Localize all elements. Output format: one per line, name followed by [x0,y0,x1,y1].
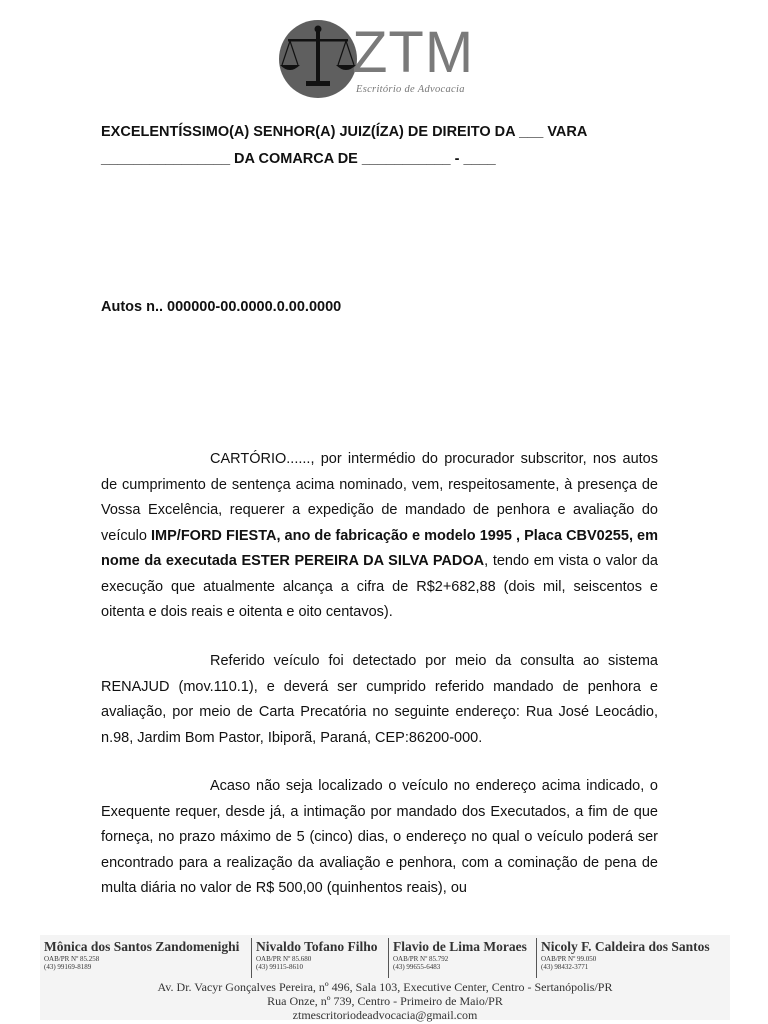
footer-divider [251,938,252,978]
lawyer-oab: OAB/PR Nº 85.792 [393,955,449,963]
footer-divider [388,938,389,978]
paragraph-3 [101,774,658,902]
logo-wordmark: ZTM [352,20,475,85]
address-heading-line-1: EXCELENTÍSSIMO(A) SENHOR(A) JUIZ(ÍZA) DE DIREITO DA ___ VARA [101,124,588,140]
paragraph-1 [101,447,658,626]
lawyer-name: Flavio de Lima Moraes [393,939,527,954]
logo-subtitle: Escritório de Advocacia [356,84,465,95]
paragraph-2 [101,649,658,751]
lawyer-name: Nivaldo Tofano Filho [256,939,378,954]
lawyer-signature-2 [256,939,378,971]
lawyer-phone: (43) 99655-6483 [393,963,441,971]
case-number: Autos n.. 000000-00.0000.0.00.0000 [101,299,342,315]
lawyer-signature-1 [44,939,239,971]
office-email: ztmescritoriodeadvocacia@gmail.com [292,1008,478,1022]
paragraph-1-text: CARTÓRIO......, por intermédio do procurador subscritor, nos autos de cumprimento de sentença acima nominado, vem, respeitosamente, à presença de Vossa Excelência, requerer a expedição de mandado de penhora e avaliação do veículo [101,451,658,544]
lawyer-phone: (43) 99169-8189 [44,963,92,971]
address-heading-line-2: ________________ DA COMARCA DE ___________ - ____ [101,151,496,167]
office-address-2: Rua Onze, nº 739, Centro - Primeiro de Maio/PR [267,994,503,1008]
lawyer-name: Nicoly F. Caldeira dos Santos [541,939,710,954]
paragraph-2-text: Referido veículo foi detectado por meio da consulta ao sistema RENAJUD (mov.110.1), e deverá ser cumprido referido mandado de penhora e avaliação, por meio de Carta Precatória no seguinte endereço: Rua José Leocádio, n.98, Jardim Bom Pastor, Ibiporã, Paraná, CEP:86200-000. [101,653,658,746]
footer-divider [536,938,537,978]
paragraph-1-text-end: , tendo em vista o valor da execução que atualmente alcança a cifra de R$2+682,88 (dois mil, seiscentos e oitenta e dois reais e oitenta e oito centavos). [101,553,658,620]
lawyer-oab: OAB/PR Nº 85.680 [256,955,312,963]
vehicle-description: IMP/FORD FIESTA, ano de fabricação e modelo 1995 , Placa CBV0255, em nome da executada ESTER PEREIRA DA SILVA PADOA [101,527,658,569]
lawyer-phone: (43) 99115-8610 [256,963,303,971]
lawyer-signature-4 [541,939,710,971]
lawyer-oab: OAB/PR Nº 85.258 [44,955,100,963]
lawyer-phone: (43) 98432-3771 [541,963,589,971]
paragraph-3-text: Acaso não seja localizado o veículo no endereço acima indicado, o Exequente requer, desde já, a intimação por mandado dos Executados, a fim de que forneça, no prazo máximo de 5 (cinco) dias, o endereço no qual o veículo poderá ser encontrado para a realização da avaliação e penhora, com a cominação de pena de multa diária no valor de R$ 500,00 (quinhentos reais), ou [101,778,658,896]
lawyer-signature-3 [393,939,527,971]
lawyer-name: Mônica dos Santos Zandomenighi [44,939,240,954]
lawyer-oab: OAB/PR Nº 99.050 [541,955,597,963]
office-address-1: Av. Dr. Vacyr Gonçalves Pereira, nº 496, Sala 103, Executive Center, Centro - Sertanópolis/PR [157,980,613,994]
